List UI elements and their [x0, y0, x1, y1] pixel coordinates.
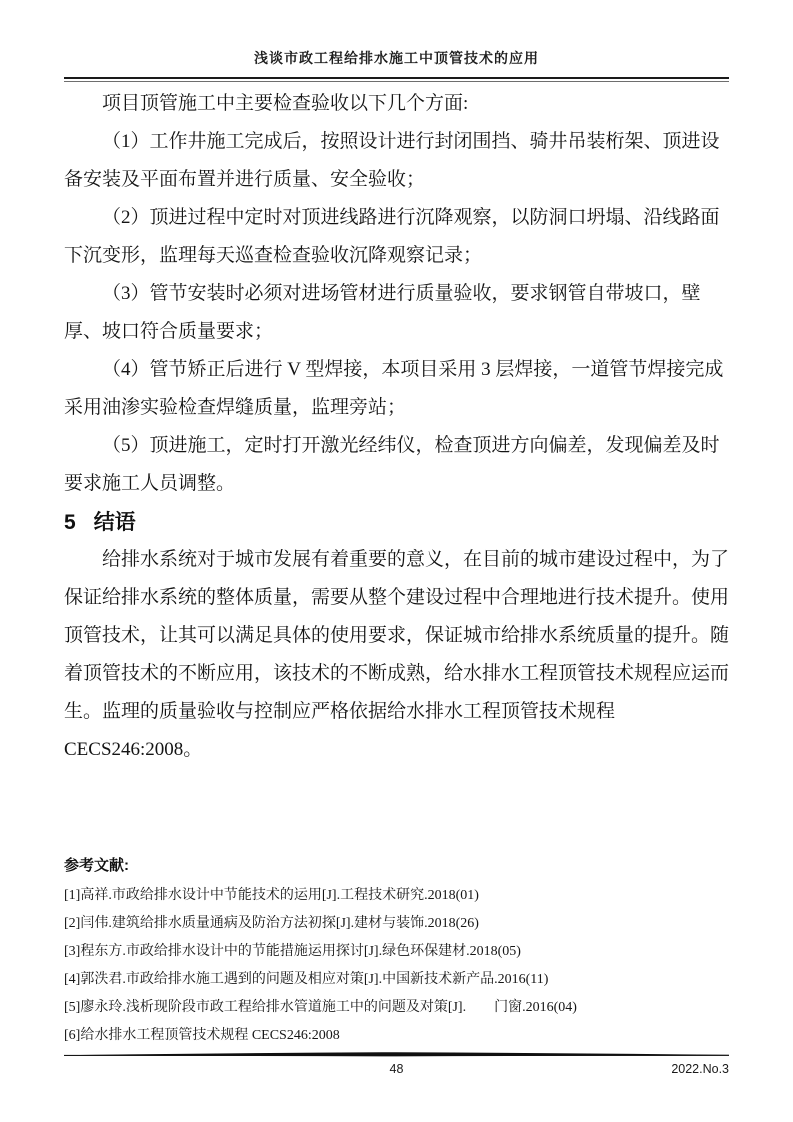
conclusion-paragraph: 给排水系统对于城市发展有着重要的意义，在目前的城市建设过程中，为了保证给排水系统的整体质量，需要从整个建设过程中合理地进行技术提升。使用顶管技术，让其可以满足具体的使用要求，保证城市给排水系统质量的提升。随着顶管技术的不断应用，该技术的不断成熟，给水排水工程顶管技术规程应运而生。监理的质量验收与控制应严格依据给水排水工程顶管技术规程 CECS246:2008。 [64, 549, 730, 760]
checklist-item-1: （1）工作井施工完成后，按照设计进行封闭围挡、骑井吊装桁架、顶进设备安装及平面布置并进行质量、安全验收； [64, 131, 720, 190]
footer-row [64, 1060, 729, 1080]
references-section [64, 853, 729, 1050]
section-number: 5 [64, 511, 76, 534]
references-heading: 参考文献: [64, 857, 129, 874]
page-header [64, 0, 729, 82]
checklist-item-3: （3）管节安装时必须对进场管材进行质量验收，要求钢管自带坡口，壁厚、坡口符合质量要求； [64, 283, 701, 342]
reference-item-1: [1]高祥.市政给排水设计中节能技术的运用[J].工程技术研究.2018(01) [64, 888, 479, 903]
section-heading-conclusion [64, 503, 729, 541]
footer-rule [64, 1051, 729, 1058]
page-body [64, 82, 729, 1050]
reference-item-3: [3]程东方.市政给排水设计中的节能措施运用探讨[J].绿色环保建材.2018(05) [64, 944, 521, 959]
section-title: 结语 [93, 511, 136, 534]
running-head-title: 浅谈市政工程给排水施工中顶管技术的应用 [254, 52, 539, 67]
issue-label: 2022.No.3 [671, 1062, 729, 1076]
page-number: 48 [389, 1062, 404, 1076]
page-footer [64, 1051, 729, 1080]
reference-item-2: [2]闫伟.建筑给排水质量通病及防治方法初探[J].建材与装饰.2018(26) [64, 916, 479, 931]
reference-item-4: [4]郭泆君.市政给排水施工遇到的问题及相应对策[J].中国新技术新产品.2016(11) [64, 972, 549, 987]
reference-item-6: [6]给水排水工程顶管技术规程 CECS246:2008 [64, 1028, 340, 1043]
reference-item-5: [5]廖永玲.浅析现阶段市政工程给排水管道施工中的问题及对策[J]. 门窗.2016(04) [64, 1000, 577, 1015]
intro-paragraph: 项目顶管施工中主要检查验收以下几个方面: [102, 93, 469, 114]
checklist-item-5: （5）顶进施工，定时打开激光经纬仪，检查顶进方向偏差，发现偏差及时要求施工人员调整。 [64, 435, 720, 494]
checklist-item-4: （4）管节矫正后进行 V 型焊接，本项目采用 3 层焊接，一道管节焊接完成采用油渗实验检查焊缝质量，监理旁站； [64, 359, 724, 418]
checklist-item-2: （2）顶进过程中定时对顶进线路进行沉降观察，以防洞口坍塌、沿线路面下沉变形，监理每天巡查检查验收沉降观察记录； [64, 207, 720, 266]
